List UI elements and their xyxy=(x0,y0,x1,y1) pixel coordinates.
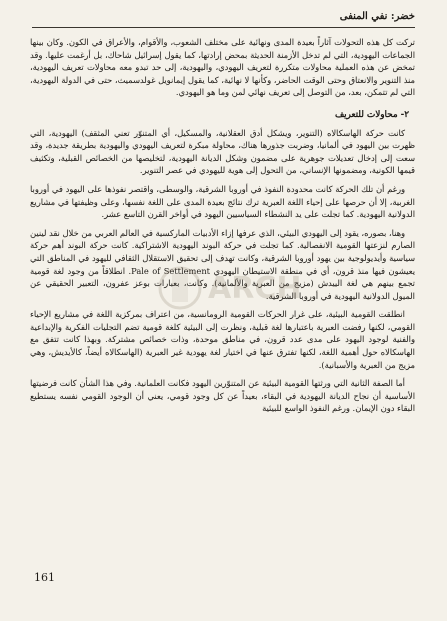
paragraph: تركت كل هذه التحولات آثاراً بعيدة المدى ونهائية على مختلف الشعوب، والأقوام، والأعراق في الكون. وكان بينها الجماعات اليهودية، التي لم تدخل الأزمنة الحديثة بمحض إرادتها، كما يقول إسرائيل شاحاك، بل أرغمت عليها. وقد تمخض عن هذه العملية محاولات متكررة لتعريف اليهودي، واليهودية، إلى حد تبدو معه محاولات تعريف اليهودية، منذ التنوير والانعتاق وحتى الوقت الحاضر، وكأنها لا نهائية، كما يقول إيمانويل غولدسميث، حتى في الدولة اليهودية، التي لم تتمكن، بعد، من التوصل إلى تعريف نهائي لمن وما هو اليهودي. xyxy=(30,37,415,98)
page-number: 161 xyxy=(34,571,55,584)
running-header-title: خضر: نفي المنفى xyxy=(339,11,415,22)
paragraph: أما الصفة الثانية التي ورثتها القومية البيئية عن المتنوّرين اليهود فكانت العلمانية. وفي هذا الشأن كانت فرضيتها الأساسية أن نجاح الديانة اليهودية في البقاء، بعيداً عن كل وجود قومي، يعني أن الوجود القومي نفسه يستطيع البقاء دون الإيمان. ورغم النفوذ الواسع للبيئية xyxy=(30,378,415,414)
paragraph: كانت حركة الهاسكالاه (التنوير، ويشكل أدق العقلانية، والمسكيل، أي المتنوّر تعني المثقف) اليهودية، التي ظهرت بين اليهود في ألمانيا، وضربت جذورها هناك، محاولة مبكرة لتعريف اليهودي واليهودية بطريقة جديدة، وقد سعت إلى إدخال تعديلات جوهرية على مضمون وشكل الديانة اليهودية، لتخليصها من الخصائص القبلية، وتكثيف قيمها الكونية، ومضمونها الإنساني، من التحول إلى هوية لليهودي في عصر التنوير. xyxy=(30,127,415,176)
section-heading: ٢- محاولات للتعريف xyxy=(334,109,409,120)
paragraph: انطلقت القومية البيئية، على غرار الحركات القومية الرومانسية، من اعتراف بمركزية اللغة في مشاريع الإحياء القومي، لكنها رفضت العبرية باعتبارها لغة قبلية، ونظرت إلى البيئية كلغة قومية تضم التجليات الفكرية والإبداعية والفنية لوجود اليهود على مدى عدد قرون، في مناطق موحدة، وذات خصائص مشتركة. وبهذا كانت تتفق مع الهاسكالاه حول أهمية اللغة، لكنها تفترق عنها في اختيار لغة يهودية غير العبرية (الهاسكالاه أيضاً، كالأيديش، وهي مزيج من العبرية والأسبانية). xyxy=(30,309,415,370)
running-header xyxy=(32,9,415,28)
body-text xyxy=(30,36,415,421)
paragraph: ورغم أن تلك الحركة كانت محدودة النفوذ في أوروبا الشرقية، والوسطى، واقتصر نفوذها على اليهود في أوروبا الغربية، إلا أن حرصها على إحياء اللغة العبرية ترك نتائج بعيدة المدى على اللغة نفسها، وعلى وظيفتها في مشاريع الدولانية اليهودية. كما تجلت على يد النشطاء السياسيين اليهود في أواخر القرن التاسع عشر. xyxy=(30,183,415,220)
paragraph: وهنا، بصوره، يقود إلى اليهودي البيئي، الذي عرفها إزاء الأدبيات الماركسية في العالم العربي من خلال نقد لينين الصارم لنزعتها القومية الانفصالية. كما تجلت في حركة البوند اليهودية الاشتراكية. كانت حركة البوند أهم حركة سياسية وأيديولوجية بين يهود أوروبا الشرقية، وكانت تهدف إلى تحقيق الاستقلال الثقافي لليهود في المناطق التي يعيشون فيها منذ قرون، أي في منطقة الاستيطان اليهودي Pale of Settlement. انطلاقاً من وجود لغة قومية تجمع بينهم هي لغة الييدش (مزيج من العبرية والألمانية). وكانت، بعبارات بوعز عفرون، التعبير الحقيقي عن الميول الدولانية اليهودية في أوروبا الشرقية. xyxy=(30,227,415,301)
watermark-text: ARCH xyxy=(208,271,302,306)
